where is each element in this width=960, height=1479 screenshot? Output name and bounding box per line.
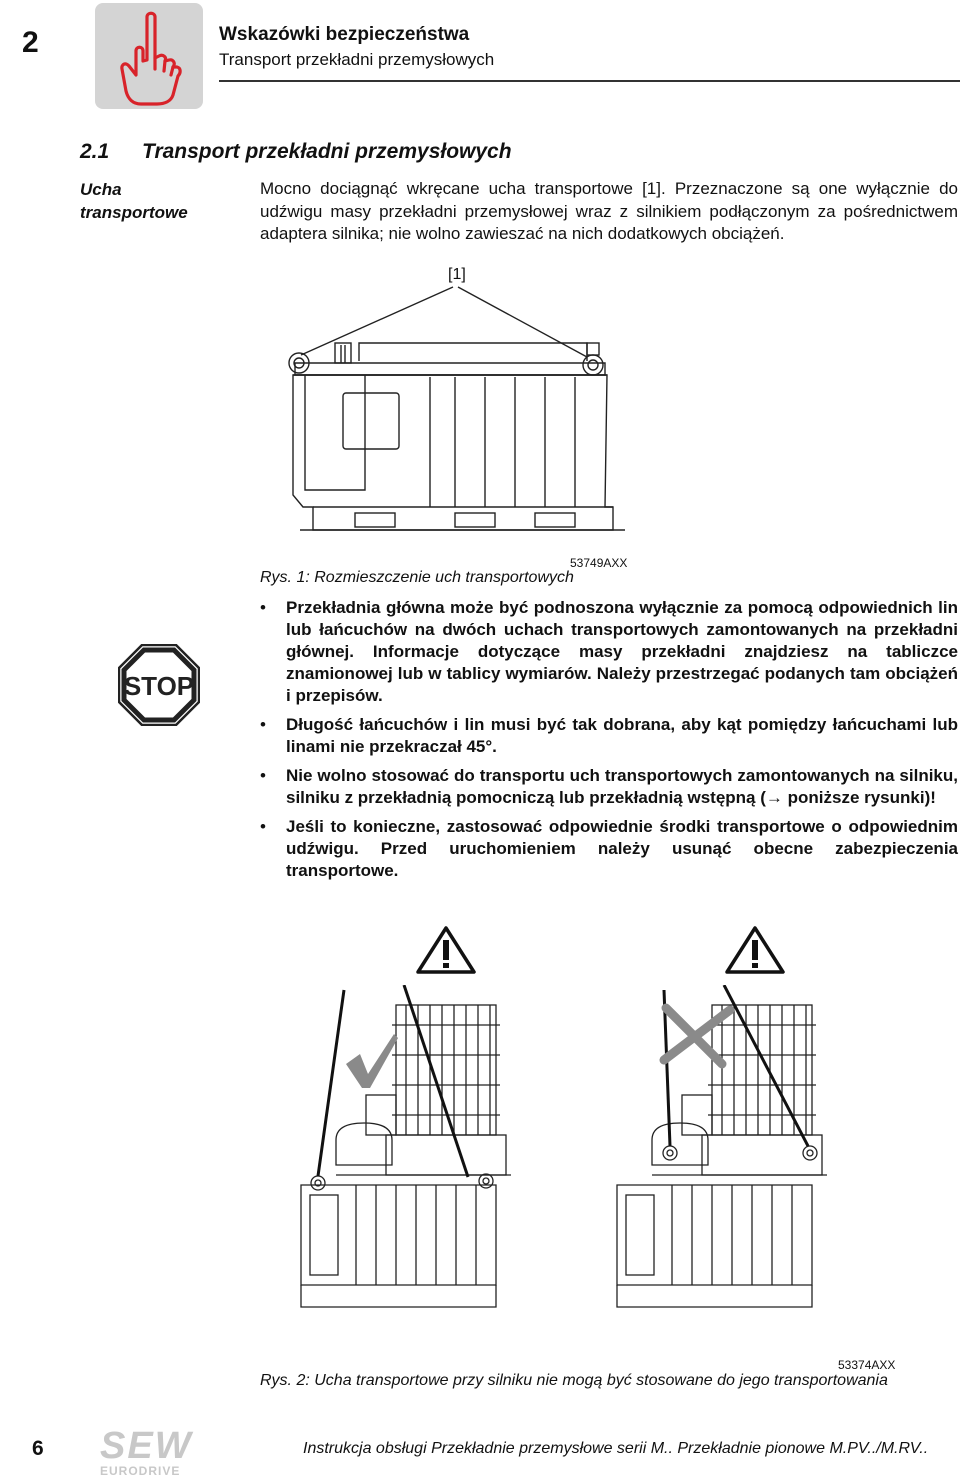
pointing-hand-icon: [95, 3, 203, 109]
check-mark-icon: [340, 1030, 400, 1092]
footer-text: Instrukcja obsługi Przekładnie przemysłowe serii M.. Przekładnie pionowe M.PV../M.RV..: [303, 1440, 929, 1457]
list-item: • Przekładnia główna może być podnoszona wyłącznie za pomocą odpowiednich lin lub łańcuchów na dwóch uchach transportowych zamontowanych na przekładni głównej. Informacje dotyczące masy przekładni znajdziesz na tabliczce znamionowej lub w tablicy wymiarów. Należy przestrzegać podanych tam obciążeń i przepisów.: [260, 597, 958, 707]
header-subtitle: Transport przekładni przemysłowych: [219, 50, 495, 69]
side-label-line2: transportowe: [80, 203, 188, 222]
safety-icon-box: [95, 3, 203, 109]
figure2-caption: Rys. 2: Ucha transportowe przy silniku nie mogą być stosowane do jego transportowania: [260, 1372, 888, 1389]
list-item: • Długość łańcuchów i lin musi być tak dobrana, aby kąt pomiędzy łańcuchami lub linami nie przekraczał 45°.: [260, 714, 958, 758]
figure2-code: 53374AXX: [838, 1358, 896, 1372]
safety-bullet-list: [260, 597, 958, 889]
header-title: Wskazówki bezpieczeństwa: [219, 24, 470, 45]
warning-triangle-icon: [416, 926, 476, 974]
section-title: Transport przekładni przemysłowych: [142, 140, 512, 163]
figure1-callout: [1]: [448, 266, 466, 283]
section-heading: [80, 140, 512, 164]
section-number: 2.1: [80, 140, 110, 163]
figure1-caption: Rys. 1: Rozmieszczenie uch transportowych: [260, 569, 574, 586]
stop-sign-icon: [118, 644, 200, 726]
list-item: • Nie wolno stosować do transportu uch transportowych zamontowanych na silniku, silniku z przekładnią pomocniczą lub przekładnią wstępną (→ poniższe rysunki)!: [260, 765, 958, 809]
figure1-code: 53749AXX: [570, 556, 628, 570]
side-label-line1: Ucha: [80, 180, 122, 199]
page-number: 6: [32, 1437, 44, 1460]
side-label: [80, 178, 220, 224]
correct-lifting-drawing: [296, 985, 516, 1315]
intro-paragraph: Mocno dociągnąć wkręcane ucha transportowe [1]. Przeznaczone są one wyłącznie do udźwigu masy przekładni przemysłowej wraz z silnikiem podłączonym za pośrednictwem adaptera silnika; nie wolno zawieszać na nich dodatkowych obciążeń.: [260, 179, 958, 243]
sew-logo: [100, 1425, 210, 1478]
header-divider: [219, 80, 960, 82]
logo-bottom: EURODRIVE: [100, 1464, 181, 1478]
logo-top: SEW: [100, 1425, 193, 1467]
warning-triangle-icon: [725, 926, 785, 974]
chapter-number: 2: [22, 26, 39, 59]
cross-mark-icon: [656, 1000, 736, 1072]
gearbox-drawing: [255, 285, 635, 547]
list-item: • Jeśli to konieczne, zastosować odpowiednie środki transportowe o odpowiednim udźwigu. Przed uruchomieniem należy usunąć obecne zabezpieczenia transportowe.: [260, 816, 958, 882]
stop-sign-text: STOP: [123, 671, 195, 701]
